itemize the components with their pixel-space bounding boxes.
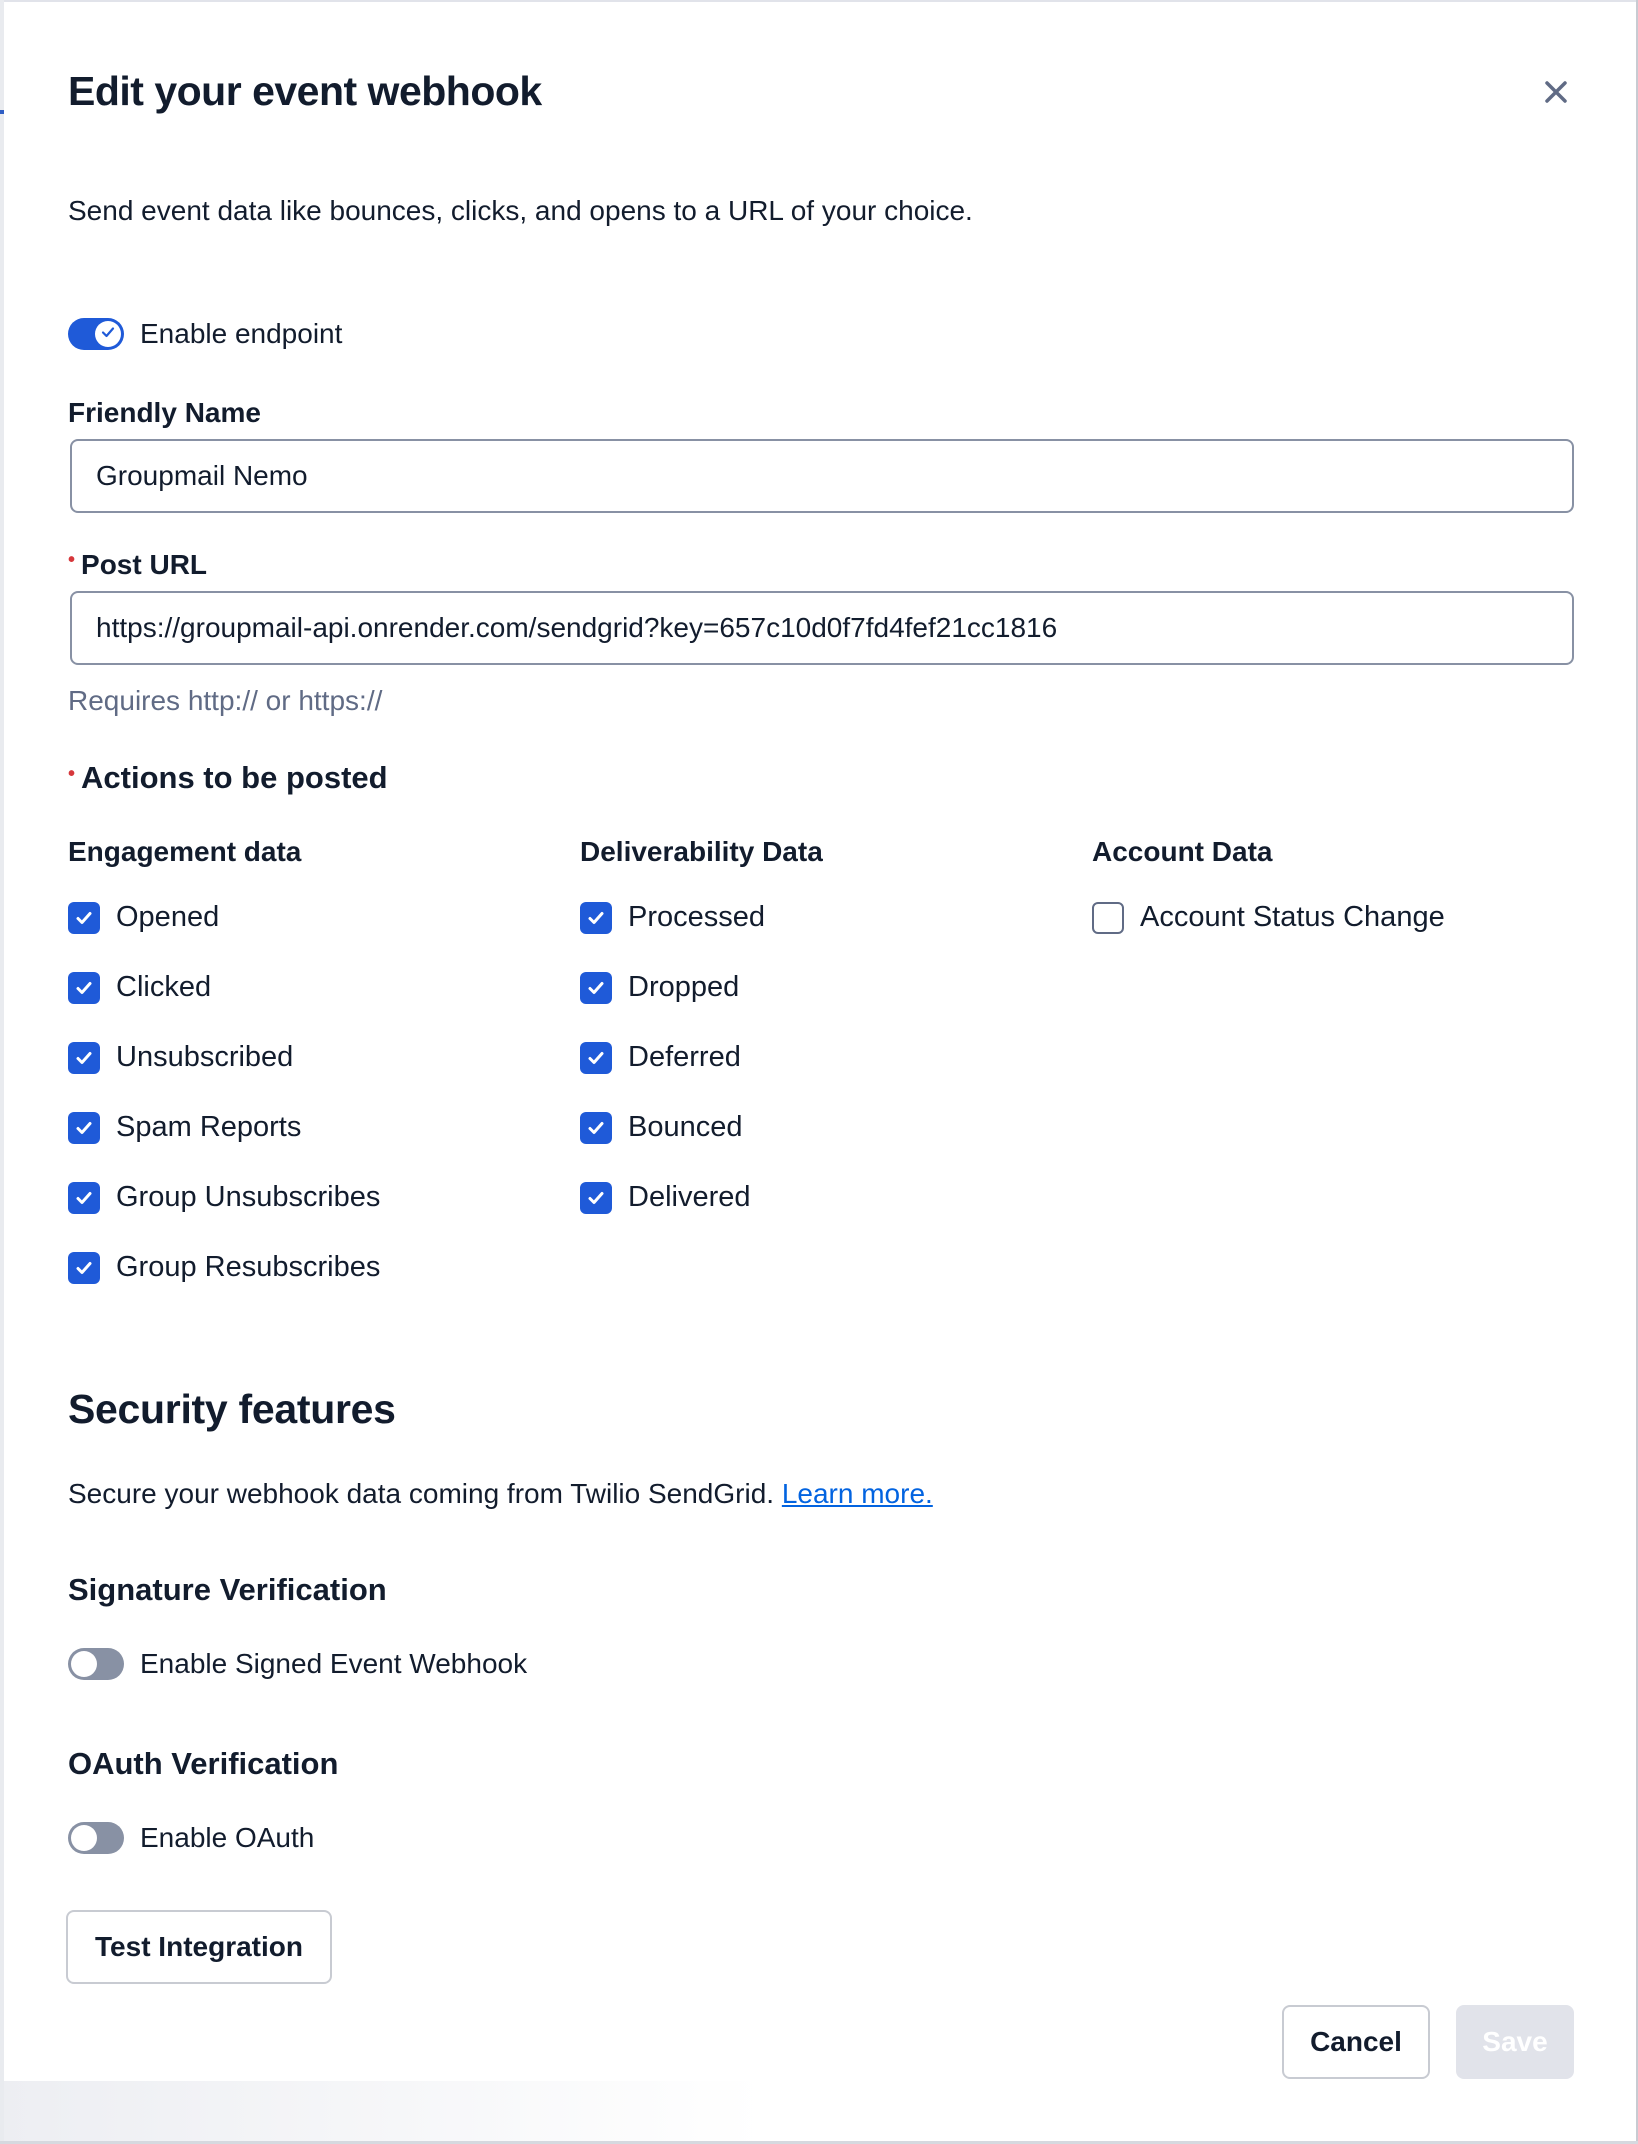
checkbox-label: Bounced	[628, 1111, 743, 1143]
checkbox-box[interactable]	[580, 972, 612, 1004]
engagement-column	[68, 836, 301, 876]
checkbox-label: Dropped	[628, 971, 740, 1003]
enable-endpoint-toggle[interactable]	[68, 318, 124, 350]
checkbox-box[interactable]	[580, 1112, 612, 1144]
actions-label	[68, 760, 388, 796]
cancel-button[interactable]: Cancel	[1282, 2005, 1430, 2079]
enable-endpoint-row[interactable]	[68, 318, 342, 350]
checkbox-processed[interactable]	[580, 901, 765, 934]
toggle-knob	[71, 1651, 97, 1677]
enable-endpoint-label: Enable endpoint	[140, 318, 343, 349]
checkmark-icon	[586, 1048, 606, 1068]
required-marker: •	[68, 549, 76, 571]
modal-subtitle: Send event data like bounces, clicks, and opens to a URL of your choice.	[68, 195, 973, 226]
checkbox-box[interactable]	[580, 1042, 612, 1074]
checkbox-label: Deferred	[628, 1041, 741, 1073]
checkmark-icon	[586, 908, 606, 928]
oauth-verification-title: OAuth Verification	[68, 1746, 339, 1781]
security-description	[68, 1478, 933, 1510]
post-url-input[interactable]	[70, 591, 1574, 665]
checkmark-icon	[74, 1118, 94, 1138]
checkbox-label: Group Unsubscribes	[116, 1181, 381, 1213]
checkbox-box[interactable]	[580, 902, 612, 934]
security-title: Security features	[68, 1386, 396, 1432]
checkbox-label: Spam Reports	[116, 1111, 302, 1143]
checkbox-box[interactable]	[1092, 902, 1124, 934]
toggle-knob	[95, 321, 121, 347]
learn-more-link[interactable]: Learn more.	[781, 1478, 933, 1509]
deliverability-title: Deliverability Data	[580, 836, 823, 867]
checkbox-label: Processed	[628, 901, 766, 933]
checkmark-icon	[74, 1048, 94, 1068]
toggle-knob	[71, 1825, 97, 1851]
checkmark-icon	[586, 978, 606, 998]
checkbox-deferred[interactable]	[580, 1041, 741, 1074]
oauth-label: Enable OAuth	[140, 1822, 315, 1853]
checkbox-box[interactable]	[68, 1182, 100, 1214]
backdrop-shadow	[4, 2081, 764, 2141]
checkbox-account-status-change[interactable]	[1092, 901, 1445, 934]
checkbox-group-unsubscribes[interactable]	[68, 1181, 380, 1214]
checkbox-box[interactable]	[68, 902, 100, 934]
checkbox-bounced[interactable]	[580, 1111, 743, 1144]
checkbox-label: Delivered	[628, 1181, 751, 1213]
oauth-row[interactable]	[68, 1822, 314, 1854]
save-button[interactable]: Save	[1456, 2005, 1574, 2079]
checkmark-icon	[74, 1188, 94, 1208]
modal-title: Edit your event webhook	[68, 68, 542, 114]
signature-verification-title: Signature Verification	[68, 1572, 387, 1607]
checkbox-label: Group Resubscribes	[116, 1251, 381, 1283]
checkbox-group-resubscribes[interactable]	[68, 1251, 380, 1284]
checkmark-icon	[100, 324, 116, 345]
post-url-help-text: Requires http:// or https://	[68, 685, 383, 716]
checkbox-opened[interactable]	[68, 901, 219, 934]
checkmark-icon	[586, 1188, 606, 1208]
account-column	[1092, 836, 1272, 876]
oauth-toggle[interactable]	[68, 1822, 124, 1854]
checkbox-label: Account Status Change	[1140, 901, 1445, 933]
checkbox-box[interactable]	[68, 972, 100, 1004]
account-title: Account Data	[1092, 836, 1273, 867]
checkbox-label: Clicked	[116, 971, 212, 1003]
checkbox-box[interactable]	[68, 1112, 100, 1144]
checkbox-unsubscribed[interactable]	[68, 1041, 293, 1074]
signed-webhook-toggle[interactable]	[68, 1648, 124, 1680]
checkbox-box[interactable]	[68, 1252, 100, 1284]
required-marker: •	[68, 763, 76, 785]
friendly-name-label: Friendly Name	[68, 397, 261, 428]
checkbox-label: Opened	[116, 901, 220, 933]
checkbox-dropped[interactable]	[580, 971, 739, 1004]
signed-webhook-label: Enable Signed Event Webhook	[140, 1648, 528, 1679]
checkbox-spam-reports[interactable]	[68, 1111, 301, 1144]
checkbox-delivered[interactable]	[580, 1181, 751, 1214]
post-url-label	[68, 549, 207, 581]
signed-webhook-row[interactable]	[68, 1648, 527, 1680]
checkbox-box[interactable]	[68, 1042, 100, 1074]
edit-webhook-modal	[4, 2, 1636, 2141]
security-text: Secure your webhook data coming from Twilio SendGrid.	[68, 1478, 775, 1509]
checkbox-clicked[interactable]	[68, 971, 211, 1004]
actions-label-text: Actions to be posted	[81, 760, 388, 795]
test-integration-button[interactable]: Test Integration	[66, 1910, 332, 1984]
checkmark-icon	[74, 1258, 94, 1278]
checkbox-label: Unsubscribed	[116, 1041, 294, 1073]
checkmark-icon	[74, 908, 94, 928]
engagement-title: Engagement data	[68, 836, 302, 867]
checkmark-icon	[74, 978, 94, 998]
checkmark-icon	[586, 1118, 606, 1138]
friendly-name-input[interactable]	[70, 439, 1574, 513]
post-url-label-text: Post URL	[81, 549, 208, 580]
close-button[interactable]	[1536, 74, 1576, 114]
close-icon	[1543, 79, 1569, 110]
deliverability-column	[580, 836, 823, 876]
checkbox-box[interactable]	[580, 1182, 612, 1214]
